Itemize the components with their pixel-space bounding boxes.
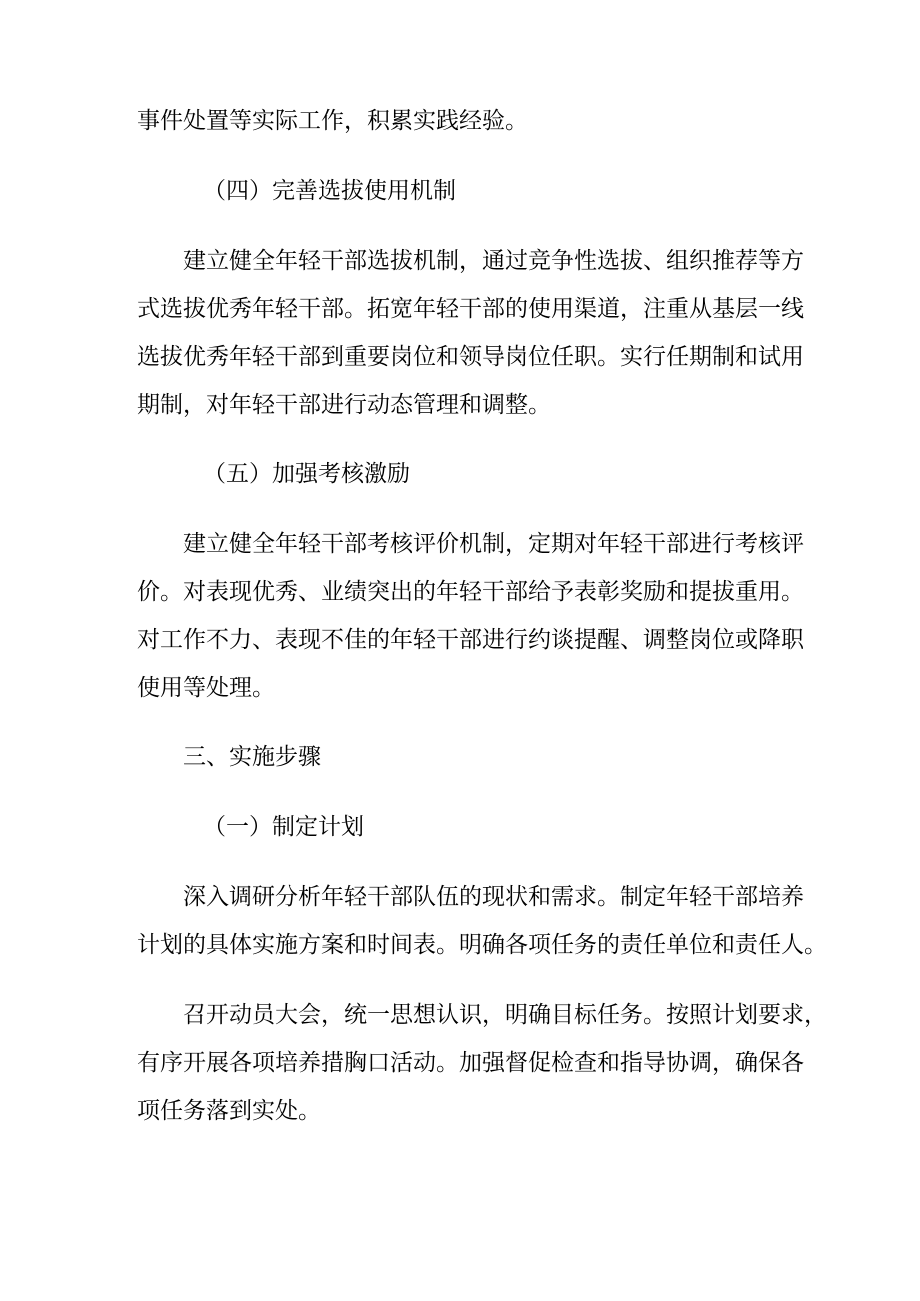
paragraph-line: 事件处置等实际工作，积累实践经验。 — [137, 108, 528, 134]
paragraph-line: 召开动员大会，统一思想认识，明确目标任务。按照计划要求， — [183, 1002, 827, 1028]
paragraph-line: 使用等处理。 — [137, 675, 275, 701]
paragraph-line: 对工作不力、表现不佳的年轻干部进行约谈提醒、调整岗位或降职 — [137, 627, 804, 653]
paragraph-line: 项任务落到实处。 — [137, 1098, 321, 1124]
section-heading: （五）加强考核激励 — [203, 461, 410, 487]
part-heading: 三、实施步骤 — [183, 744, 321, 770]
paragraph-line: 有序开展各项培养措胸口活动。加强督促检查和指导协调，确保各 — [137, 1050, 804, 1076]
subsection-heading: （一）制定计划 — [203, 814, 364, 840]
paragraph-line: 价。对表现优秀、业绩突出的年轻干部给予表彰奖励和提拔重用。 — [137, 579, 804, 605]
paragraph-line: 计划的具体实施方案和时间表。明确各项任务的责任单位和责任人。 — [137, 932, 827, 958]
paragraph-line: 期制，对年轻干部进行动态管理和调整。 — [137, 392, 551, 418]
paragraph-line: 建立健全年轻干部考核评价机制，定期对年轻干部进行考核评 — [183, 531, 804, 557]
paragraph-line: 建立健全年轻干部选拔机制，通过竞争性选拔、组织推荐等方 — [183, 248, 804, 274]
paragraph-line: 选拔优秀年轻干部到重要岗位和领导岗位任职。实行任期制和试用 — [137, 344, 804, 370]
paragraph-line: 深入调研分析年轻干部队伍的现状和需求。制定年轻干部培养 — [183, 884, 804, 910]
section-heading: （四）完善选拔使用机制 — [203, 178, 456, 204]
paragraph-line: 式选拔优秀年轻干部。拓宽年轻干部的使用渠道，注重从基层一线 — [137, 296, 804, 322]
